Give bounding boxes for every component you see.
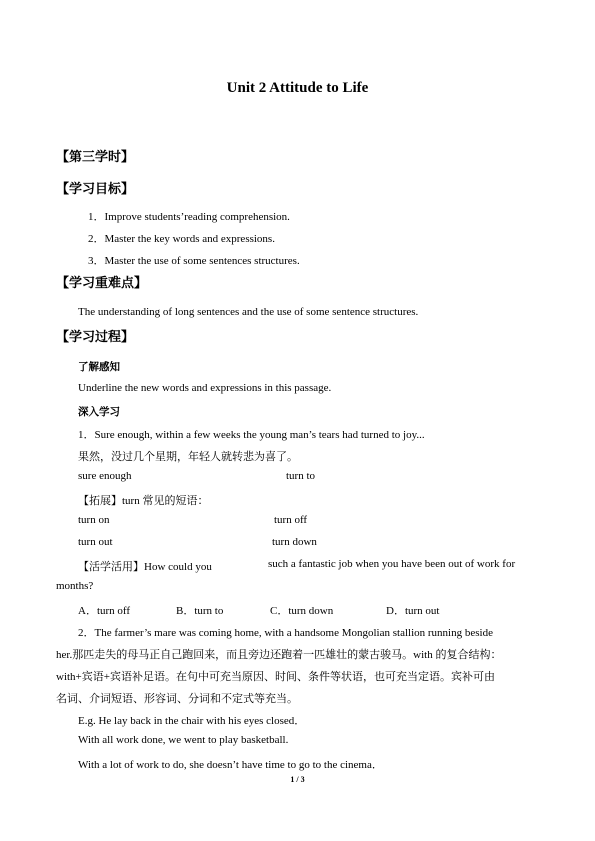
sentence-item-1: 1．Sure enough, within a few weeks the young man’s tears had turned to joy... — [78, 429, 425, 441]
phrase-sure-enough: sure enough — [78, 470, 132, 482]
option-b: B．turn to — [176, 605, 224, 617]
key-points-text: The understanding of long sentences and the use of some sentence structures. — [78, 306, 419, 318]
sentence-item-2: 2．The farmer’s mare was coming home, with a handsome Mongolian stallion running beside — [78, 627, 493, 639]
section-heading-key-points: 【学习重难点】 — [56, 276, 148, 291]
practice-question-end: such a fantastic job when you have been out of work for — [268, 558, 516, 570]
objective-item: 3．Master the use of some sentences structures. — [88, 255, 300, 267]
phrase-turn-to: turn to — [286, 470, 316, 482]
practice-question-start: 【活学活用】How could you — [78, 561, 212, 573]
phrase-turn-down: turn down — [272, 536, 317, 548]
option-a: A．turn off — [78, 605, 131, 617]
instruction-text: Underline the new words and expressions in this passage. — [78, 382, 332, 394]
example-sentence-3: With a lot of work to do, she doesn’t have time to go to the cinema． — [78, 759, 383, 771]
extension-heading: 【拓展】turn 常见的短语： — [78, 495, 209, 507]
option-c: C．turn down — [270, 605, 334, 617]
section-heading-objectives: 【学习目标】 — [56, 182, 135, 197]
example-sentence-1: E.g. He lay back in the chair with his eyes closed． — [78, 715, 306, 727]
sentence-item-2-line4: 名词、介词短语、形容词、分词和不定式等充当。 — [56, 693, 298, 705]
sentence-translation-1: 果然，没过几个星期，年轻人就转悲为喜了。 — [78, 451, 298, 463]
objective-item: 1．Improve students’reading comprehension. — [88, 211, 290, 223]
example-sentence-2: With all work done, we went to play basketball. — [78, 734, 289, 746]
phrase-turn-on: turn on — [78, 514, 110, 526]
subheading-deep-learning: 深入学习 — [78, 406, 120, 418]
subheading-perception: 了解感知 — [78, 361, 120, 373]
page-number: 1 / 3 — [290, 775, 305, 784]
page-title: Unit 2 Attitude to Life — [226, 80, 369, 96]
phrase-turn-out: turn out — [78, 536, 113, 548]
section-heading-process: 【学习过程】 — [56, 330, 135, 345]
sentence-item-2-line3: with+宾语+宾语补足语。在句中可充当原因、时间、条件等状语，也可充当定语。宾补可由 — [56, 671, 495, 683]
sentence-item-2-line2: her.那匹走失的母马正自己跑回来，而且旁边还跑着一匹雄壮的蒙古骏马。with 的复合结构： — [56, 649, 502, 661]
phrase-turn-off: turn off — [274, 514, 308, 526]
option-d: D．turn out — [386, 605, 440, 617]
practice-question-wrap: months? — [56, 580, 94, 592]
section-heading-lesson: 【第三学时】 — [56, 150, 135, 165]
objective-item: 2．Master the key words and expressions. — [88, 233, 275, 245]
